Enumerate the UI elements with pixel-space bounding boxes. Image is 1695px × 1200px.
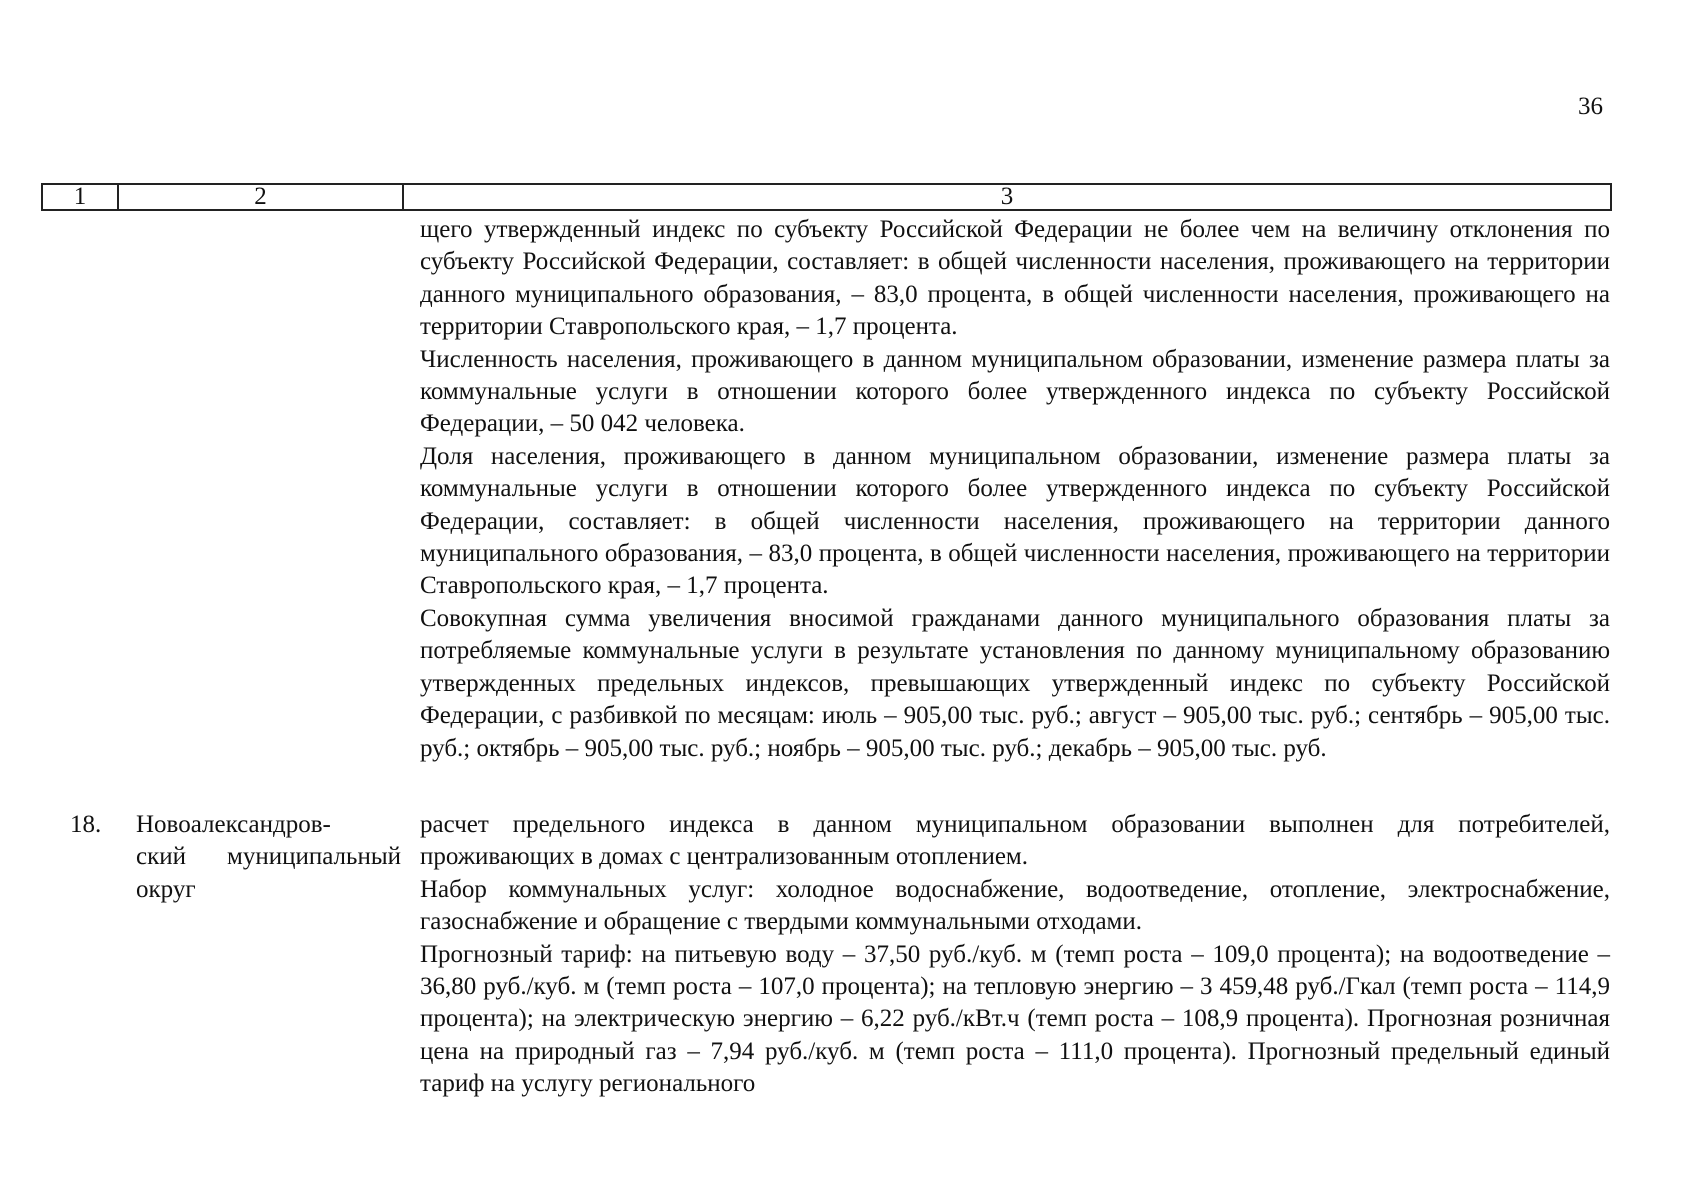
row-paragraph: Набор коммунальных услуг: холодное водоснабжение, водоотведение, отопление, электроснабжение, газоснабжение и обращение с твердыми коммунальными отходами. [420,875,1610,936]
table-header-col-3: 3 [1000,183,1014,210]
row-paragraph: расчет предельного индекса в данном муниципальном образовании выполнен для потребителей, проживающих в домах с централизованным отоплением. [420,811,1610,871]
table-header-col-1: 1 [43,185,119,209]
municipality-name-line: Новоалександров- [136,811,331,838]
table-header-row [41,183,1612,211]
row-number: 18. [70,811,102,838]
continuation-paragraph: Доля населения, проживающего в данном муниципальном образовании, изменение размера платы за коммунальные услуги в отношении которого более утвержденного индекса по субъекту Российской Федерации, составляет: в общей численности населения, проживающего на территории данного муниципального образования, – 83,0 процента, в общей численности населения, проживающего на территории Ставропольского края, – 1,7 процента. [420,442,1610,600]
continuation-text-block [420,214,1610,765]
municipality-name-line: ский муниципальный [136,843,401,871]
continuation-paragraph: Совокупная сумма увеличения вносимой гражданами данного муниципального образования платы за потребляемые коммунальные услуги в результате установления по данному муниципальному образованию утвержденных предельных индексов, превышающих утвержденный индекс по субъекту Российской Федерации, с разбивкой по месяцам: июль – 905,00 тыс. руб.; август – 905,00 тыс. руб.; сентябрь – 905,00 тыс. руб.; октябрь – 905,00 тыс. руб.; ноябрь – 905,00 тыс. руб.; декабрь – 905,00 тыс. руб. [420,604,1610,762]
continuation-paragraph: Численность населения, проживающего в данном муниципальном образовании, изменение размера платы за коммунальные услуги в отношении которого более утвержденного индекса по субъекту Российской Федерации, – 50 042 человека. [420,345,1610,438]
page-number: 36 [1578,93,1603,120]
municipality-name [136,809,401,906]
municipality-name-line: округ [136,875,196,903]
table-header-col-2: 2 [119,185,404,209]
continuation-paragraph: щего утвержденный индекс по субъекту Российской Федерации не более чем на величину отклонения по субъекту Российской Федерации, составляет: в общей численности населения, проживающего на территории данного муниципального образования, – 83,0 процента, в общей численности населения, проживающего на территории Ставропольского края, – 1,7 процента. [420,216,1610,341]
row-18-text-block [420,809,1610,1101]
row-paragraph: Прогнозный тариф: на питьевую воду – 37,50 руб./куб. м (темп роста – 109,0 процента); на водоотведение – 36,80 руб./куб. м (темп роста – 107,0 процента); на тепловую энергию – 3 459,48 руб./Гкал (темп роста – 114,9 процента); на электрическую энергию – 6,22 руб./кВт.ч (темп роста – 108,9 процента). Прогнозная розничная цена на природный газ – 7,94 руб./куб. м (темп роста – 111,0 процента). Прогнозный предельный единый тариф на услугу регионального [420,940,1610,1098]
